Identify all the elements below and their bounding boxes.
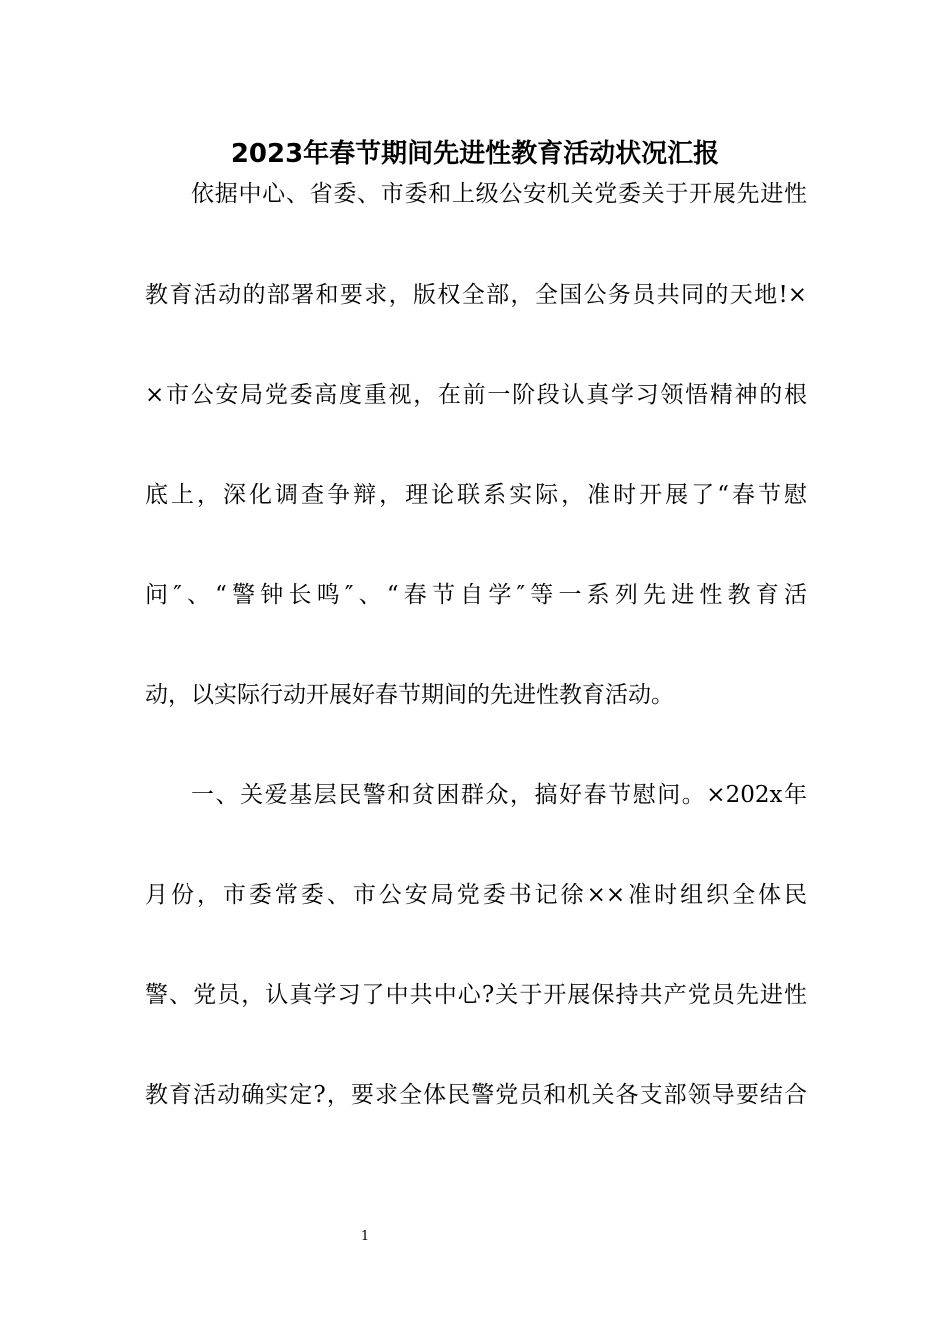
page-number: 1 bbox=[360, 1229, 370, 1244]
paragraph-line: 依据中心、省委、市委和上级公安机关党委关于开展先进性 bbox=[191, 181, 807, 207]
paragraph-line: 教育活动确实定?，要求全体民警党员和机关各支部领导要结合 bbox=[145, 1082, 807, 1108]
paragraph-line: 一、关爱基层民警和贫困群众，搞好春节慰问。×202x年 bbox=[191, 782, 807, 808]
paragraph-line: 警、党员，认真学习了中共中心?关于开展保持共产党员先进性 bbox=[145, 982, 807, 1008]
paragraph-line: 动，以实际行动开展好春节期间的先进性教育活动。 bbox=[145, 682, 674, 708]
document-title: 2023年春节期间先进性教育活动状况汇报 bbox=[230, 139, 720, 169]
paragraph-line: ×市公安局党委高度重视，在前一阶段认真学习领悟精神的根 bbox=[145, 382, 807, 408]
paragraph-line: 底上，深化调查争辩，理论联系实际，准时开展了“春节慰 bbox=[145, 482, 807, 508]
paragraph-line: 月份，市委常委、市公安局党委书记徐××准时组织全体民 bbox=[145, 882, 807, 908]
paragraph-line: 教育活动的部署和要求，版权全部，全国公务员共同的天地!× bbox=[145, 282, 807, 308]
paragraph-line: 问″、“警钟长鸣″、“春节自学″等一系列先进性教育活 bbox=[145, 582, 807, 608]
